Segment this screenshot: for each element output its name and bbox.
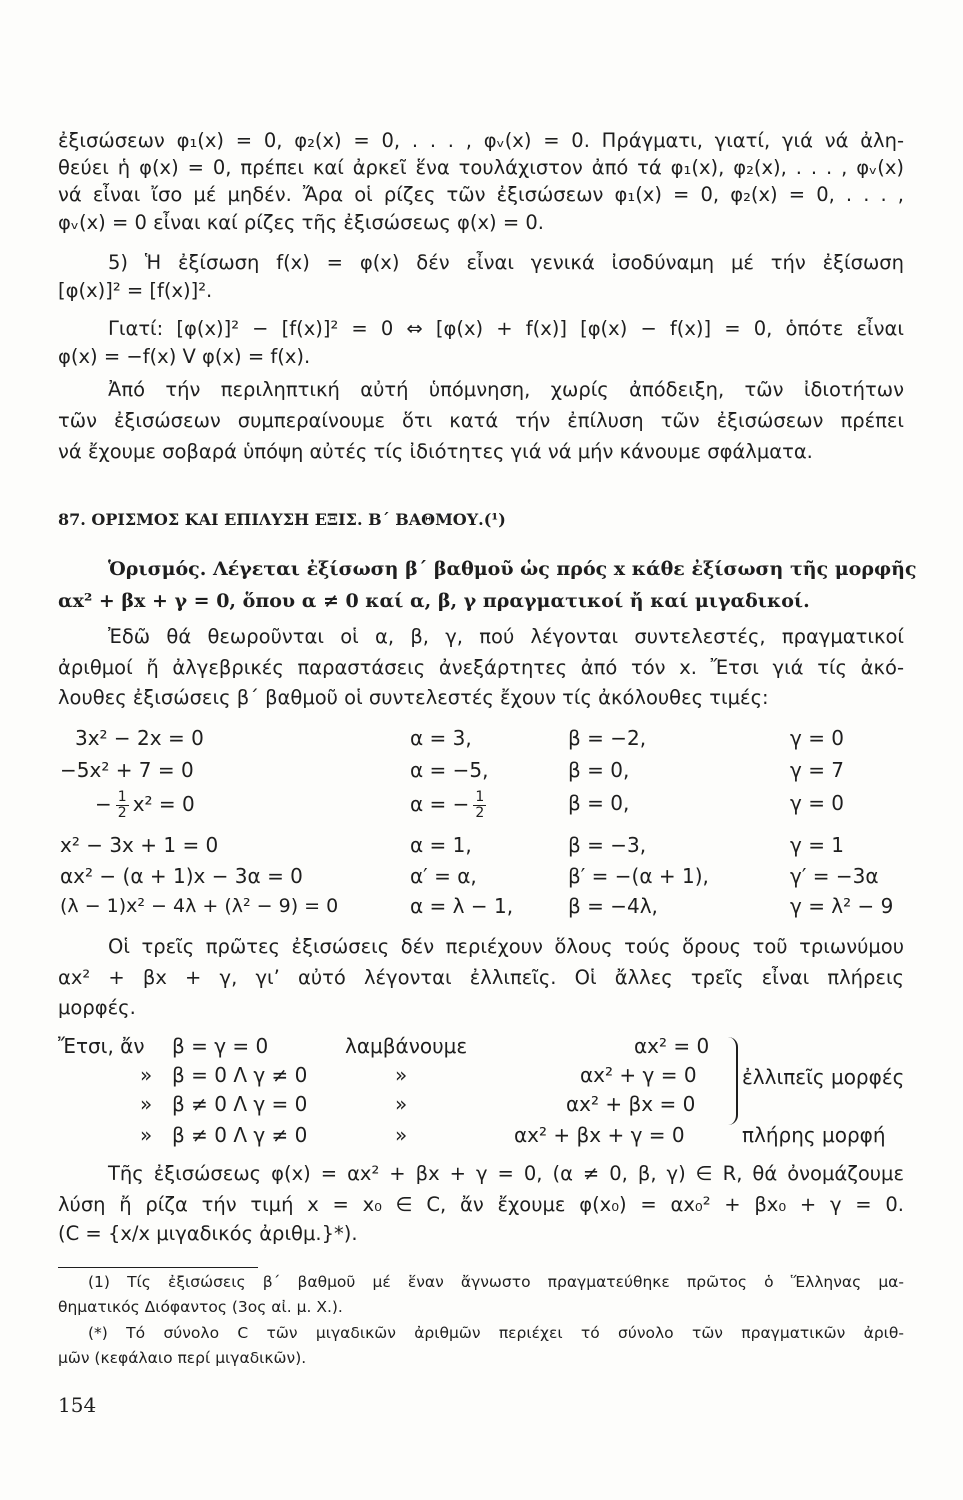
equation: (λ − 1)x² − 4λ + (λ² − 9) = 0 <box>60 895 339 917</box>
footnote-line: μῶν (κεφάλαιο περί μιγαδικῶν). <box>58 1349 307 1367</box>
fraction <box>116 790 129 821</box>
brace <box>722 1037 738 1125</box>
text-line: Γιατί: [φ(x)]² − [f(x)]² = 0 ⇔ [φ(x) + f(x)] [φ(x) − f(x)] = 0, ὁπότε εἶναι <box>108 317 904 340</box>
text-line: μορφές. <box>58 996 136 1019</box>
text-line: [φ(x)]² = [f(x)]². <box>58 279 213 302</box>
text-line: τῶν ἐξισώσεων συμπεραίνουμε ὅτι κατά τήν ἐπίλυση τῶν ἐξισώσεων πρέπει <box>58 409 904 432</box>
case-verb: » <box>395 1123 408 1147</box>
coef-a: α = 1, <box>410 833 472 857</box>
case-lead: » <box>140 1092 153 1116</box>
fraction-num: 1 <box>475 789 485 805</box>
case-condition: β ≠ 0 Λ γ = 0 <box>172 1092 308 1116</box>
equation: αx² − (α + 1)x − 3α = 0 <box>60 864 303 888</box>
coef-a: α = 3, <box>410 726 472 750</box>
text-line: 5) Ἡ ἐξίσωση f(x) = φ(x) δέν εἶναι γενικά ἰσοδύναμη μέ τήν ἐξίσωση <box>108 251 904 274</box>
footnote-line: (*) Τό σύνολο C τῶν μιγαδικῶν ἀριθμῶν περιέχει τό σύνολο τῶν πραγματικῶν ἀριθ- <box>88 1324 904 1342</box>
eq-prefix: − <box>95 792 112 816</box>
equation <box>95 790 195 821</box>
footnote-rule <box>58 1267 258 1268</box>
text-line: ἀριθμοί ἤ ἀλγεβρικές παραστάσεις ἀνεξάρτητες ἀπό τόν x. Ἔτσι γιά τίς ἀκό- <box>58 656 904 679</box>
fraction-den: 2 <box>475 805 485 821</box>
fraction-num: 1 <box>117 789 127 805</box>
coef-b: β = 0, <box>568 758 630 782</box>
case-verb: λαμβάνουμε <box>345 1034 468 1058</box>
footnote-line: (1) Τίς ἐξισώσεις β΄ βαθμοῦ μέ ἕναν ἄγνωστο πραγματεύθηκε πρῶτος ὁ Ἕλληνας μα- <box>88 1273 904 1291</box>
footnote-line: θηματικός Διόφαντος (3ος αἰ. μ. Χ.). <box>58 1298 343 1316</box>
text-line: Ἀπό τήν περιληπτική αὐτή ὑπόμνηση, χωρίς ἀπόδειξη, τῶν ἰδιοτήτων <box>108 378 904 401</box>
section-heading: 87. ΟΡΙΣΜΟΣ ΚΑΙ ΕΠΙΛΥΣΗ ΕΞΙΣ. Β΄ ΒΑΘΜΟΥ.(¹) <box>58 510 506 529</box>
text-line: Οἱ τρεῖς πρῶτες ἐξισώσεις δέν περιέχουν ὅλους τούς ὅρους τοῦ τριωνύμου <box>108 935 904 958</box>
eq-suffix: x² = 0 <box>132 792 195 816</box>
text-line: φᵥ(x) = 0 εἶναι καί ρίζες τῆς ἐξισώσεως φ(x) = 0. <box>58 211 544 234</box>
coef-a <box>410 790 490 821</box>
case-verb: » <box>395 1092 408 1116</box>
equation: −5x² + 7 = 0 <box>60 758 194 782</box>
case-form: αx² + βx = 0 <box>566 1092 696 1116</box>
case-form: αx² = 0 <box>634 1034 710 1058</box>
coef-b: β′ = −(α + 1), <box>568 864 709 888</box>
text-line: θεύει ἡ φ(x) = 0, πρέπει καί ἀρκεῖ ἕνα τουλάχιστον ἀπό τά φ₁(x), φ₂(x), . . . , φᵥ(x) <box>58 156 904 179</box>
text-line: αx² + βx + γ, γι’ αὐτό λέγονται ἐλλιπεῖς. Οἱ ἄλλες τρεῖς εἶναι πλήρεις <box>58 966 904 989</box>
text-line: (C = {x/x μιγαδικός ἀριθμ.}*). <box>58 1222 358 1245</box>
coef-b: β = −4λ, <box>568 894 658 918</box>
fraction <box>473 790 486 821</box>
case-form: αx² + γ = 0 <box>580 1063 697 1087</box>
coef-a-prefix: α = − <box>410 792 470 816</box>
case-condition: β = γ = 0 <box>172 1034 269 1058</box>
case-verb: » <box>395 1063 408 1087</box>
text-line: λουθες ἐξισώσεις β΄ βαθμοῦ οἱ συντελεστές ἔχουν τίς ἀκόλουθες τιμές: <box>58 686 769 709</box>
equation: 3x² − 2x = 0 <box>75 726 204 750</box>
coef-c: γ = 7 <box>790 758 845 782</box>
case-condition: β ≠ 0 Λ γ ≠ 0 <box>172 1123 308 1147</box>
equation: x² − 3x + 1 = 0 <box>60 833 219 857</box>
text-line: λύση ἤ ρίζα τήν τιμή x = x₀ ∈ C, ἄν ἔχουμε φ(x₀) = αx₀² + βx₀ + γ = 0. <box>58 1193 904 1216</box>
text-line: ἐξισώσεων φ₁(x) = 0, φ₂(x) = 0, . . . , φᵥ(x) = 0. Πράγματι, γιατί, γιά νά ἀλη- <box>58 129 904 152</box>
coef-b: β = −2, <box>568 726 647 750</box>
case-form: αx² + βx + γ = 0 <box>514 1123 685 1147</box>
text-line: Τῆς ἐξισώσεως φ(x) = αx² + βx + γ = 0, (α ≠ 0, β, γ) ∈ R, θά ὀνομάζουμε <box>108 1162 904 1185</box>
case-condition: β = 0 Λ γ ≠ 0 <box>172 1063 308 1087</box>
coef-c: γ = 0 <box>790 791 845 815</box>
definition-line: αx² + βx + γ = 0, ὅπου α ≠ 0 καί α, β, γ πραγματικοί ἤ καί μιγαδικοί. <box>58 590 810 612</box>
fraction-den: 2 <box>117 805 127 821</box>
coef-a: α = −5, <box>410 758 489 782</box>
definition-line: Ὁρισμός. Λέγεται ἐξίσωση β΄ βαθμοῦ ὡς πρός x κάθε ἐξίσωση τῆς μορφῆς <box>108 558 917 580</box>
text-line: φ(x) = −f(x) V φ(x) = f(x). <box>58 345 311 368</box>
cases-full-label: πλήρης μορφή <box>742 1123 886 1147</box>
text-line: νά ἔχουμε σοβαρά ὑπόψη αὐτές τίς ἰδιότητες γιά νά μήν κάνουμε σφάλματα. <box>58 440 813 463</box>
cases-group-label: ἐλλιπεῖς μορφές <box>742 1065 905 1089</box>
coef-a: α = λ − 1, <box>410 894 514 918</box>
coef-b: β = −3, <box>568 833 647 857</box>
page-number: 154 <box>58 1393 97 1417</box>
coef-a: α′ = α, <box>410 864 477 888</box>
case-lead: » <box>140 1123 153 1147</box>
coef-c: γ′ = −3α <box>790 864 879 888</box>
case-lead: » <box>140 1063 153 1087</box>
text-line: νά εἶναι ἴσο μέ μηδέν. Ἄρα οἱ ρίζες τῶν ἐξισώσεων φ₁(x) = 0, φ₂(x) = 0, . . . , <box>58 183 904 206</box>
text-line: Ἐδῶ θά θεωροῦνται οἱ α, β, γ, πού λέγονται συντελεστές, πραγματικοί <box>108 625 904 648</box>
coef-c: γ = λ² − 9 <box>790 894 894 918</box>
coef-b: β = 0, <box>568 791 630 815</box>
coef-c: γ = 0 <box>790 726 845 750</box>
coef-c: γ = 1 <box>790 833 845 857</box>
case-lead: Ἔτσι, ἄν <box>58 1034 145 1058</box>
